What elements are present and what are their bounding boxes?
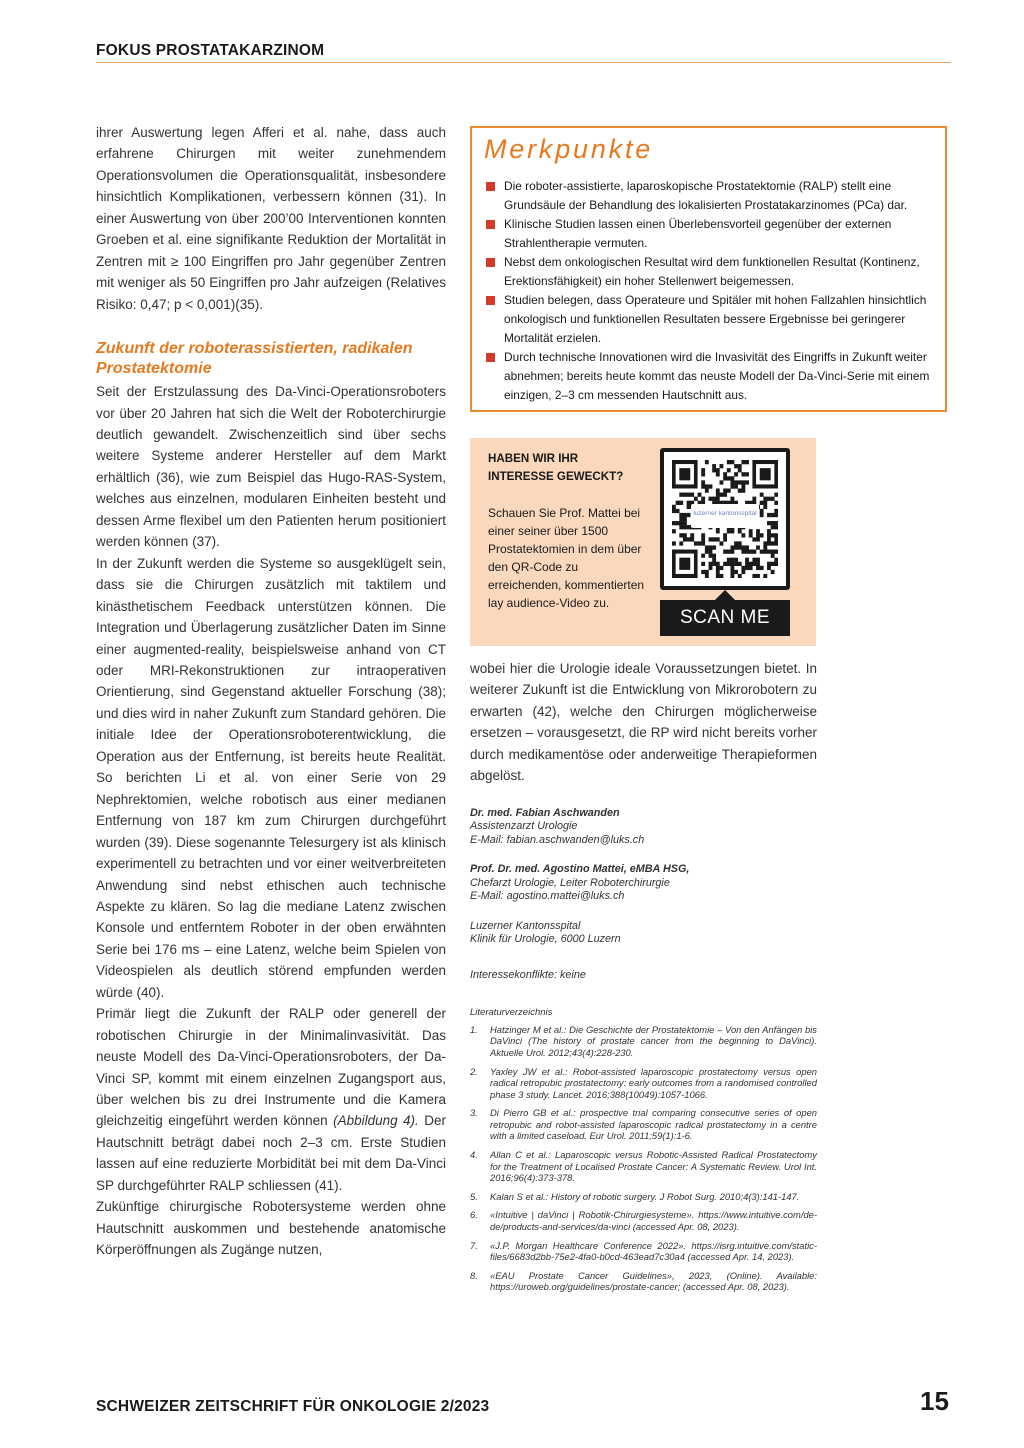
journal-footer: SCHWEIZER ZEITSCHRIFT FÜR ONKOLOGIE 2/2023 (96, 1398, 490, 1415)
body-paragraph-tail: Der Hautschnitt beträgt dabei noch 2–3 cm. Erste Studien lassen auf eine reduzierte Morbidität bei mit dem Da-Vinci SP durchgeführter RALP schliessen (41). (96, 1113, 446, 1193)
reference-text: Allan C et al.: Laparoscopic versus Robotic-Assisted Radical Prostatectomy for the Treatment of Localised Prostate Cancer: A Systematic Review. Urol Int. 2016;96(4):373-378. (490, 1149, 817, 1184)
left-column (96, 122, 446, 1261)
key-point (484, 177, 933, 215)
section-label: FOKUS PROSTATAKARZINOM (96, 42, 325, 59)
reference-text: Kalan S et al.: History of robotic surgery. J Robot Surg. 2010;4(3):141-147. (490, 1190, 800, 1202)
key-point (484, 291, 933, 348)
reference-number: 6. (470, 1209, 478, 1221)
key-point (484, 215, 933, 253)
author-name: Prof. Dr. med. Agostino Mattei, eMBA HSG, (470, 863, 690, 876)
clinic: Klinik für Urologie, 6000 Luzern (470, 933, 621, 946)
promo-text: Schauen Sie Prof. Mattei bei einer seiner über 1500 Prostatektomien in dem über den QR-Code zu erreichenden, kommentierten lay audience-Video zu. (488, 506, 645, 610)
reference-item (470, 1270, 817, 1293)
reference-text: Yaxley JW et al.: Robot-assisted laparoscopic prostatectomy versus open radical retropubic prostatectomy: early outcomes from a randomised controlled phase 3 study. Lancet. 2016;388(10049):1057-1066. (490, 1065, 817, 1100)
hospital-logo-text: luzerner kantonsspital (693, 510, 757, 517)
key-point (484, 253, 933, 291)
header-divider (96, 62, 951, 63)
body-paragraph: In der Zukunft werden die Systeme so ausgeklügelt sein, dass sie die Chirurgen zusätzlich mit taktilem und kinästhetischem Feedback unterstützen können. Die Integration und Überlagerung zusätzlicher Daten im Sinne einer augmented-reality, beispielsweise anhand von CT oder MRI-Rekonstruktionen zur intraoperativen Orientierung, sind Gegenstand aktueller Forschung (38); und dies wird in naher Zukunft zum Standard gehören. Die initiale Idee der Operationsroboterentwicklung, die Operation aus der Entfernung, ist bereits heute Realität. So berichten Li et al. von einer Serie von 29 Nephrektomien, welche robotisch aus einer medianen Entfernung von 187 km zum Chirurgen durchgeführt wurden (39). Diese sogenannte Telesurgery ist als klinisch experimentell zu betrachten und vor einer weitverbreiteten Anwendung sind nebst ethischen auch technische Aspekte zu klären. So lag die mediane Latenz zwischen Konsole und entferntem Roboter in der oben erwähnten Serie bei 176 ms – eine Latenz, welche beim Spielen von Videospielen als deutlich störend empfunden werden würde (40). (96, 555, 446, 1000)
reference-item (470, 1240, 817, 1263)
author-name: Dr. med. Fabian Aschwanden (470, 806, 620, 819)
scan-me-label: SCAN ME (660, 600, 790, 636)
body-paragraph: Zukünftige chirurgische Robotersysteme werden ohne Hautschnitt auskommen und bestehende anatomische Körperöffnungen als Zugänge nutzen, (96, 1199, 446, 1258)
square-bullet-icon (486, 220, 495, 229)
reference-text[interactable]: «Intuitive | daVinci | Robotik-Chirurgiesysteme». https://www.intuitive.com/de-de/products-and-services/da-vinci (accessed Apr. 08, 2023). (490, 1209, 817, 1233)
key-point-text: Klinische Studien lassen einen Überlebensvorteil gegenüber der externen Strahlentherapie vermuten. (504, 217, 892, 250)
author-role: Assistenzarzt Urologie (470, 820, 578, 833)
section-heading: Zukunft der roboterassistierten, radikalen Prostatektomie (96, 340, 413, 378)
author-block (470, 807, 817, 947)
figure-reference: (Abbildung 4). (333, 1113, 419, 1129)
reference-item (470, 1149, 817, 1184)
reference-number: 8. (470, 1269, 478, 1281)
author-role: Chefarzt Urologie, Leiter Roboterchirurgie (470, 876, 670, 889)
reference-text: Di Pierro GB et al.: prospective trial comparing consecutive series of open retropubic and robot-assisted laparoscopic radical prostatectomy in a centre with a limited caseload. Eur Urol. 2011;59(1):1-6. (490, 1107, 817, 1142)
body-paragraph (96, 1003, 446, 1196)
right-column (470, 658, 817, 1300)
square-bullet-icon (486, 258, 495, 267)
hospital-logo (691, 504, 759, 528)
references-heading: Literaturverzeichnis (470, 1006, 553, 1018)
intro-paragraph: ihrer Auswertung legen Afferi et al. nahe, dass auch erfahrene Chirurgen mit weiter zunehmendem Operationsvolumen die Operationsqualität, insbesondere hinsichtlich Komplikationen, verbessern können (31). In einer Auswertung von über 200’00 Interventionen konnten Groeben et al. eine signifikante Reduktion der Mortalität in Zentren mit ≥ 100 Eingriffen pro Jahr gegenüber Zentren mit weniger als 50 Eingriffen pro Jahr aufzeigen (Relatives Risiko: 0,47; p < 0,001)(35). (96, 125, 446, 312)
key-point (484, 348, 933, 405)
body-paragraph: Seit der Erstzulassung des Da-Vinci-Operationsroboters vor über 20 Jahren hat sich die Welt der Roboterchirurgie deutlich gewandelt. Zwischenzeitlich sind über sechs weitere Systeme anderer Hersteller auf dem Markt erhältlich (36), wie zum Beispiel das Hugo-RAS-System, welches aus einzelnen, modularen Einheiten besteht und dessen Arme flexibel um den Patienten herum positioniert werden können (37). (96, 384, 446, 550)
reference-item (470, 1191, 817, 1203)
reference-text: Hatzinger M et al.: Die Geschichte der Prostatektomie – Von den Anfängen bis DaVinci (The history of prostate cancer from the beginning to DaVinci). Aktuelle Urol. 2012;43(4):228-230. (490, 1023, 817, 1058)
reference-text[interactable]: «EAU Prostate Cancer Guidelines», 2023, (Online). Available: https://uroweb.org/guidelines/prostate-cancer; (accessed Apr. 08, 2023). (490, 1269, 817, 1293)
square-bullet-icon (486, 353, 495, 362)
reference-text[interactable]: «J.P. Morgan Healthcare Conference 2022». https://isrg.intuitive.com/static-files/6683d2bb-75e2-4fa0-b0cd-463ead7c30a4 (accessed Apr. 14, 2023). (490, 1239, 817, 1263)
reference-number: 7. (470, 1239, 478, 1251)
reference-number: 2. (470, 1065, 478, 1077)
reference-number: 5. (470, 1190, 478, 1202)
page-number: 15 (920, 1386, 949, 1416)
qr-code-card[interactable] (660, 448, 790, 636)
reference-item (470, 1107, 817, 1142)
institution: Luzerner Kantonsspital (470, 919, 581, 932)
reference-item (470, 1209, 817, 1232)
promo-heading: HABEN WIR IHR INTERESSE GEWECKT? (488, 452, 624, 483)
conflict-of-interest: Interessekonflikte: keine (470, 968, 586, 981)
body-paragraph-text: Primär liegt die Zukunft der RALP oder generell der robotischen Chirurgie in der Minimalinvasivität. Das neuste Modell des Da-Vinci-Operationsroboters, der Da-Vinci SP, kommt mit einem einzelnen Zugangsport aus, über welchen bis zu drei Instrumente und die Kamera gleichzeitig eingeführt werden können (96, 1006, 446, 1129)
reference-number: 4. (470, 1149, 478, 1161)
key-point-text: Die roboter-assistierte, laparoskopische Prostatektomie (RALP) stellt eine Grundsäule der Behandlung des lokalisierten Prostatakarzinomes (PCa) dar. (504, 179, 908, 212)
key-points-box (470, 126, 947, 412)
square-bullet-icon (486, 296, 495, 305)
pointer-triangle-icon (715, 590, 735, 600)
reference-number: 1. (470, 1023, 478, 1035)
key-point-text: Nebst dem onkologischen Resultat wird dem funktionellen Resultat (Kontinenz, Erektionsfähigkeit) ein hoher Stellenwert beigemessen. (504, 255, 920, 288)
qr-frame (660, 448, 790, 590)
key-points-title: Merkpunkte (484, 134, 654, 164)
square-bullet-icon (486, 182, 495, 191)
body-paragraph: wobei hier die Urologie ideale Voraussetzungen bietet. In weiterer Zukunft ist die Entwicklung von Mikrorobotern zu erwarten (42), welche den Chirurgen möglicherweise ersetzen – vorausgesetzt, die RP wird nicht bereits vorher durch medikamentöse oder anderweitige Therapieformen abgelöst. (470, 661, 817, 784)
reference-item (470, 1024, 817, 1059)
video-promo-box (470, 438, 816, 646)
key-point-text: Studien belegen, dass Operateure und Spitäler mit hohen Fallzahlen hinsichtlich onkologisch und funktionellen Resultaten bessere Ergebnisse bei geringerer Mortalität erzielen. (504, 293, 927, 345)
reference-number: 3. (470, 1107, 478, 1119)
author-email[interactable]: E-Mail: agostino.mattei@luks.ch (470, 890, 625, 903)
reference-item (470, 1066, 817, 1101)
author-email[interactable]: E-Mail: fabian.aschwanden@luks.ch (470, 833, 645, 846)
key-point-text: Durch technische Innovationen wird die Invasivität des Eingriffs in Zukunft weiter abnehmen; bereits heute kommt das neuste Modell der Da-Vinci-Serie mit einem einzigen, 2–3 cm messenden Hautschnitt aus. (504, 350, 930, 402)
